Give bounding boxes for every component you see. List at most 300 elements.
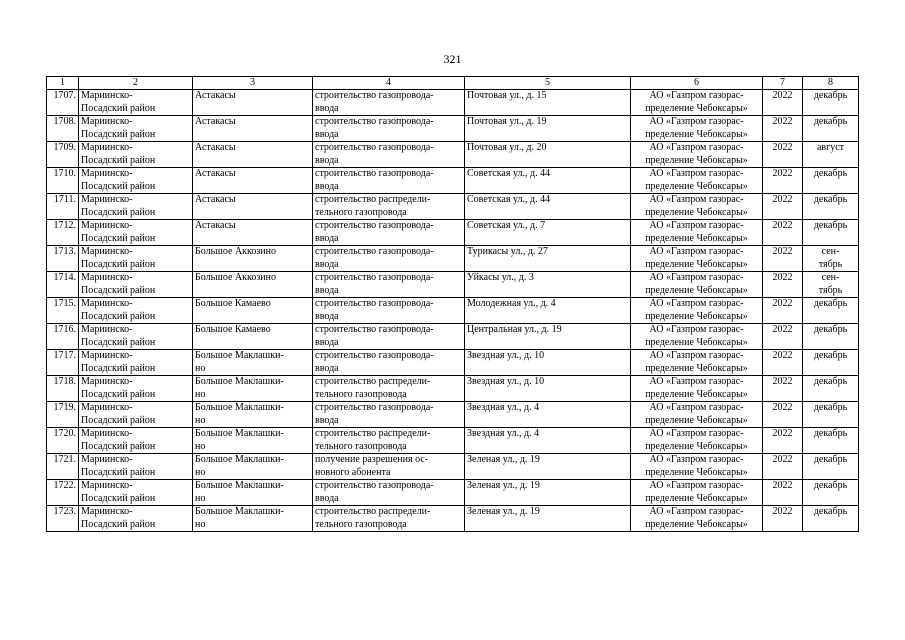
table-row xyxy=(47,220,859,246)
table-row xyxy=(47,116,859,142)
work-type-cell-line: строительство газопровода- xyxy=(315,298,434,309)
work-type-cell xyxy=(313,116,465,142)
address-cell: Почтовая ул., д. 19 xyxy=(465,116,631,142)
address-cell: Почтовая ул., д. 20 xyxy=(465,142,631,168)
organization-cell xyxy=(631,194,763,220)
table-row xyxy=(47,90,859,116)
work-type-cell-line: ввода xyxy=(315,232,339,244)
organization-cell xyxy=(631,376,763,402)
table-row xyxy=(47,480,859,506)
month-cell xyxy=(803,402,859,428)
district-cell-line: Посадский район xyxy=(81,102,156,114)
table-row xyxy=(47,402,859,428)
locality-cell xyxy=(193,272,313,298)
locality-cell-line: Большое Камаево xyxy=(195,324,271,335)
table-row xyxy=(47,298,859,324)
district-cell-line: Мариинско- xyxy=(81,116,133,127)
header-cell: 2 xyxy=(79,77,193,90)
month-cell-line: декабрь xyxy=(813,116,848,127)
month-cell-line: декабрь xyxy=(813,168,848,179)
locality-cell xyxy=(193,246,313,272)
organization-cell-line: АО «Газпром газорас- xyxy=(649,376,744,387)
month-cell xyxy=(803,480,859,506)
district-cell-line: Посадский район xyxy=(81,206,156,218)
month-cell xyxy=(803,350,859,376)
organization-cell xyxy=(631,90,763,116)
district-cell xyxy=(79,506,193,532)
work-type-cell-line: ввода xyxy=(315,154,339,166)
organization-cell xyxy=(631,480,763,506)
month-cell xyxy=(803,194,859,220)
organization-cell xyxy=(631,116,763,142)
month-cell-line: сен- xyxy=(821,246,840,257)
month-cell-line: декабрь xyxy=(813,428,848,439)
work-type-cell-line: строительство газопровода- xyxy=(315,402,434,413)
address-cell: Советская ул., д. 44 xyxy=(465,168,631,194)
district-cell-line: Посадский район xyxy=(81,154,156,166)
row-number: 1721. xyxy=(47,454,79,480)
work-type-cell-line: ввода xyxy=(315,336,339,348)
work-type-cell-line: тельного газопровода xyxy=(315,206,407,218)
month-cell-line: декабрь xyxy=(813,506,848,517)
row-number: 1709. xyxy=(47,142,79,168)
district-cell-line: Мариинско- xyxy=(81,194,133,205)
locality-cell-line: Большое Маклашки- xyxy=(195,402,284,413)
address-cell: Молодежная ул., д. 4 xyxy=(465,298,631,324)
district-cell xyxy=(79,454,193,480)
table-row xyxy=(47,428,859,454)
district-cell-line: Посадский район xyxy=(81,492,156,504)
locality-cell xyxy=(193,116,313,142)
district-cell xyxy=(79,246,193,272)
work-type-cell-line: строительство газопровода- xyxy=(315,90,434,101)
address-cell: Почтовая ул., д. 15 xyxy=(465,90,631,116)
district-cell-line: Мариинско- xyxy=(81,324,133,335)
month-cell xyxy=(803,428,859,454)
header-cell: 6 xyxy=(631,77,763,90)
table-row xyxy=(47,506,859,532)
work-type-cell-line: ввода xyxy=(315,102,339,114)
locality-cell xyxy=(193,402,313,428)
organization-cell xyxy=(631,272,763,298)
organization-cell xyxy=(631,142,763,168)
year-cell: 2022 xyxy=(763,246,803,272)
month-cell-line: декабрь xyxy=(813,350,848,361)
address-cell: Зеленая ул., д. 19 xyxy=(465,480,631,506)
table-row xyxy=(47,324,859,350)
locality-cell-line: Большое Камаево xyxy=(195,298,271,309)
address-cell: Уйкасы ул., д. 3 xyxy=(465,272,631,298)
organization-cell xyxy=(631,220,763,246)
year-cell: 2022 xyxy=(763,350,803,376)
district-cell-line: Посадский район xyxy=(81,128,156,140)
month-cell xyxy=(803,454,859,480)
locality-cell-line: Астакасы xyxy=(195,90,236,101)
work-type-cell xyxy=(313,298,465,324)
month-cell-line: сен- xyxy=(821,272,840,283)
work-type-cell-line: ввода xyxy=(315,362,339,374)
district-cell xyxy=(79,376,193,402)
organization-cell-line: пределение Чебоксары» xyxy=(645,310,748,322)
locality-cell xyxy=(193,90,313,116)
row-number: 1710. xyxy=(47,168,79,194)
district-cell xyxy=(79,116,193,142)
organization-cell-line: АО «Газпром газорас- xyxy=(649,402,744,413)
district-cell-line: Посадский район xyxy=(81,388,156,400)
district-cell xyxy=(79,428,193,454)
year-cell: 2022 xyxy=(763,324,803,350)
address-cell: Звездная ул., д. 10 xyxy=(465,376,631,402)
table-row xyxy=(47,350,859,376)
locality-cell-line: Большое Маклашки- xyxy=(195,454,284,465)
row-number: 1717. xyxy=(47,350,79,376)
organization-cell-line: пределение Чебоксары» xyxy=(645,154,748,166)
district-cell-line: Мариинско- xyxy=(81,480,133,491)
locality-cell-line: но xyxy=(195,414,206,426)
work-type-cell xyxy=(313,272,465,298)
organization-cell-line: АО «Газпром газорас- xyxy=(649,454,744,465)
year-cell: 2022 xyxy=(763,506,803,532)
work-type-cell xyxy=(313,454,465,480)
organization-cell-line: пределение Чебоксары» xyxy=(645,102,748,114)
work-type-cell-line: ввода xyxy=(315,492,339,504)
header-cell: 8 xyxy=(803,77,859,90)
district-cell-line: Посадский район xyxy=(81,336,156,348)
month-cell-line: декабрь xyxy=(813,324,848,335)
locality-cell-line: Астакасы xyxy=(195,194,236,205)
district-cell-line: Мариинско- xyxy=(81,350,133,361)
locality-cell xyxy=(193,298,313,324)
month-cell-line: тябрь xyxy=(818,258,843,270)
work-type-cell-line: строительство газопровода- xyxy=(315,350,434,361)
work-type-cell xyxy=(313,376,465,402)
organization-cell-line: АО «Газпром газорас- xyxy=(649,116,744,127)
header-row xyxy=(47,77,859,90)
organization-cell-line: АО «Газпром газорас- xyxy=(649,246,744,257)
district-cell xyxy=(79,350,193,376)
organization-cell-line: АО «Газпром газорас- xyxy=(649,324,744,335)
locality-cell xyxy=(193,454,313,480)
district-cell-line: Мариинско- xyxy=(81,90,133,101)
district-cell-line: Посадский район xyxy=(81,414,156,426)
table-row xyxy=(47,454,859,480)
row-number: 1707. xyxy=(47,90,79,116)
organization-cell-line: пределение Чебоксары» xyxy=(645,232,748,244)
locality-cell-line: Большое Маклашки- xyxy=(195,480,284,491)
work-type-cell xyxy=(313,480,465,506)
district-cell-line: Посадский район xyxy=(81,466,156,478)
address-cell: Центральная ул., д. 19 xyxy=(465,324,631,350)
row-number: 1713. xyxy=(47,246,79,272)
work-type-cell-line: строительство газопровода- xyxy=(315,142,434,153)
organization-cell-line: АО «Газпром газорас- xyxy=(649,194,744,205)
organization-cell-line: АО «Газпром газорас- xyxy=(649,220,744,231)
organization-cell-line: пределение Чебоксары» xyxy=(645,388,748,400)
locality-cell-line: Большое Аккозино xyxy=(195,272,277,283)
month-cell-line: тябрь xyxy=(818,284,843,296)
year-cell: 2022 xyxy=(763,194,803,220)
organization-cell-line: АО «Газпром газорас- xyxy=(649,298,744,309)
month-cell-line: декабрь xyxy=(813,454,848,465)
district-cell xyxy=(79,194,193,220)
organization-cell-line: пределение Чебоксары» xyxy=(645,362,748,374)
organization-cell-line: АО «Газпром газорас- xyxy=(649,480,744,491)
locality-cell xyxy=(193,194,313,220)
organization-cell-line: пределение Чебоксары» xyxy=(645,414,748,426)
locality-cell xyxy=(193,324,313,350)
organization-cell-line: АО «Газпром газорас- xyxy=(649,272,744,283)
district-cell xyxy=(79,480,193,506)
work-type-cell-line: ввода xyxy=(315,180,339,192)
locality-cell xyxy=(193,220,313,246)
organization-cell xyxy=(631,168,763,194)
year-cell: 2022 xyxy=(763,142,803,168)
work-type-cell-line: тельного газопровода xyxy=(315,388,407,400)
month-cell-line: декабрь xyxy=(813,298,848,309)
work-type-cell-line: ввода xyxy=(315,310,339,322)
organization-cell-line: пределение Чебоксары» xyxy=(645,206,748,218)
work-type-cell xyxy=(313,194,465,220)
registry-table xyxy=(46,76,859,532)
month-cell xyxy=(803,376,859,402)
district-cell-line: Посадский район xyxy=(81,440,156,452)
organization-cell xyxy=(631,298,763,324)
locality-cell-line: но xyxy=(195,362,206,374)
work-type-cell xyxy=(313,506,465,532)
work-type-cell-line: ввода xyxy=(315,128,339,140)
month-cell-line: декабрь xyxy=(813,376,848,387)
district-cell-line: Мариинско- xyxy=(81,272,133,283)
work-type-cell-line: получение разрешения ос- xyxy=(315,454,429,465)
organization-cell-line: АО «Газпром газорас- xyxy=(649,350,744,361)
month-cell xyxy=(803,506,859,532)
month-cell-line: декабрь xyxy=(813,220,848,231)
header-cell: 7 xyxy=(763,77,803,90)
year-cell: 2022 xyxy=(763,220,803,246)
district-cell-line: Посадский район xyxy=(81,284,156,296)
address-cell: Турикасы ул., д. 27 xyxy=(465,246,631,272)
organization-cell-line: АО «Газпром газорас- xyxy=(649,506,744,517)
address-cell: Звездная ул., д. 4 xyxy=(465,428,631,454)
year-cell: 2022 xyxy=(763,376,803,402)
district-cell xyxy=(79,142,193,168)
header-cell: 3 xyxy=(193,77,313,90)
address-cell: Советская ул., д. 44 xyxy=(465,194,631,220)
locality-cell-line: Большое Маклашки- xyxy=(195,350,284,361)
organization-cell-line: пределение Чебоксары» xyxy=(645,180,748,192)
page-number: 321 xyxy=(443,52,462,66)
work-type-cell xyxy=(313,220,465,246)
district-cell-line: Посадский район xyxy=(81,310,156,322)
row-number: 1715. xyxy=(47,298,79,324)
locality-cell xyxy=(193,480,313,506)
address-cell: Звездная ул., д. 10 xyxy=(465,350,631,376)
district-cell xyxy=(79,324,193,350)
locality-cell-line: Астакасы xyxy=(195,168,236,179)
locality-cell-line: Большое Маклашки- xyxy=(195,506,284,517)
organization-cell-line: пределение Чебоксары» xyxy=(645,518,748,530)
work-type-cell-line: строительство газопровода- xyxy=(315,220,434,231)
work-type-cell-line: строительство распредели- xyxy=(315,194,431,205)
work-type-cell xyxy=(313,350,465,376)
work-type-cell xyxy=(313,90,465,116)
locality-cell xyxy=(193,168,313,194)
organization-cell-line: пределение Чебоксары» xyxy=(645,466,748,478)
organization-cell-line: пределение Чебоксары» xyxy=(645,128,748,140)
district-cell xyxy=(79,168,193,194)
work-type-cell-line: строительство распредели- xyxy=(315,506,431,517)
district-cell-line: Мариинско- xyxy=(81,246,133,257)
district-cell-line: Посадский район xyxy=(81,258,156,270)
month-cell xyxy=(803,298,859,324)
district-cell-line: Посадский район xyxy=(81,518,156,530)
work-type-cell xyxy=(313,402,465,428)
locality-cell-line: но xyxy=(195,440,206,452)
month-cell xyxy=(803,142,859,168)
organization-cell xyxy=(631,402,763,428)
district-cell xyxy=(79,272,193,298)
work-type-cell-line: тельного газопровода xyxy=(315,440,407,452)
locality-cell xyxy=(193,506,313,532)
year-cell: 2022 xyxy=(763,402,803,428)
district-cell-line: Мариинско- xyxy=(81,428,133,439)
work-type-cell-line: строительство распредели- xyxy=(315,376,431,387)
district-cell xyxy=(79,298,193,324)
locality-cell-line: но xyxy=(195,388,206,400)
month-cell-line: август xyxy=(816,142,845,153)
district-cell-line: Мариинско- xyxy=(81,454,133,465)
work-type-cell xyxy=(313,246,465,272)
month-cell-line: декабрь xyxy=(813,194,848,205)
month-cell xyxy=(803,168,859,194)
year-cell: 2022 xyxy=(763,116,803,142)
month-cell xyxy=(803,90,859,116)
year-cell: 2022 xyxy=(763,428,803,454)
organization-cell xyxy=(631,324,763,350)
district-cell-line: Мариинско- xyxy=(81,376,133,387)
work-type-cell xyxy=(313,428,465,454)
address-cell: Советская ул., д. 7 xyxy=(465,220,631,246)
work-type-cell xyxy=(313,142,465,168)
work-type-cell-line: новного абонента xyxy=(315,466,391,478)
year-cell: 2022 xyxy=(763,480,803,506)
table-row xyxy=(47,246,859,272)
work-type-cell-line: строительство газопровода- xyxy=(315,480,434,491)
organization-cell-line: АО «Газпром газорас- xyxy=(649,428,744,439)
district-cell-line: Мариинско- xyxy=(81,142,133,153)
row-number: 1711. xyxy=(47,194,79,220)
address-cell: Зеленая ул., д. 19 xyxy=(465,506,631,532)
work-type-cell-line: строительство газопровода- xyxy=(315,116,434,127)
work-type-cell xyxy=(313,324,465,350)
organization-cell xyxy=(631,350,763,376)
district-cell-line: Посадский район xyxy=(81,362,156,374)
organization-cell-line: АО «Газпром газорас- xyxy=(649,168,744,179)
year-cell: 2022 xyxy=(763,298,803,324)
locality-cell-line: Астакасы xyxy=(195,142,236,153)
month-cell xyxy=(803,272,859,298)
table-row xyxy=(47,376,859,402)
table-row xyxy=(47,168,859,194)
district-cell-line: Мариинско- xyxy=(81,168,133,179)
locality-cell-line: но xyxy=(195,492,206,504)
table-row xyxy=(47,142,859,168)
row-number: 1723. xyxy=(47,506,79,532)
work-type-cell-line: ввода xyxy=(315,258,339,270)
month-cell-line: декабрь xyxy=(813,90,848,101)
work-type-cell-line: тельного газопровода xyxy=(315,518,407,530)
organization-cell-line: пределение Чебоксары» xyxy=(645,440,748,452)
organization-cell-line: АО «Газпром газорас- xyxy=(649,90,744,101)
district-cell xyxy=(79,90,193,116)
address-cell: Звездная ул., д. 4 xyxy=(465,402,631,428)
organization-cell xyxy=(631,506,763,532)
district-cell-line: Мариинско- xyxy=(81,506,133,517)
district-cell-line: Мариинско- xyxy=(81,298,133,309)
locality-cell-line: Большое Аккозино xyxy=(195,246,277,257)
locality-cell xyxy=(193,350,313,376)
district-cell xyxy=(79,220,193,246)
work-type-cell xyxy=(313,168,465,194)
month-cell xyxy=(803,220,859,246)
organization-cell xyxy=(631,246,763,272)
row-number: 1712. xyxy=(47,220,79,246)
locality-cell xyxy=(193,142,313,168)
row-number: 1722. xyxy=(47,480,79,506)
locality-cell xyxy=(193,428,313,454)
organization-cell-line: пределение Чебоксары» xyxy=(645,336,748,348)
organization-cell-line: пределение Чебоксары» xyxy=(645,284,748,296)
district-cell-line: Мариинско- xyxy=(81,402,133,413)
locality-cell-line: Большое Маклашки- xyxy=(195,376,284,387)
district-cell-line: Посадский район xyxy=(81,180,156,192)
month-cell xyxy=(803,246,859,272)
address-cell: Зеленая ул., д. 19 xyxy=(465,454,631,480)
row-number: 1719. xyxy=(47,402,79,428)
locality-cell-line: Астакасы xyxy=(195,220,236,231)
row-number: 1720. xyxy=(47,428,79,454)
row-number: 1718. xyxy=(47,376,79,402)
organization-cell xyxy=(631,428,763,454)
work-type-cell-line: строительство газопровода- xyxy=(315,272,434,283)
month-cell-line: декабрь xyxy=(813,402,848,413)
header-cell: 4 xyxy=(313,77,465,90)
organization-cell xyxy=(631,454,763,480)
organization-cell-line: пределение Чебоксары» xyxy=(645,258,748,270)
locality-cell-line: Астакасы xyxy=(195,116,236,127)
header-cell: 1 xyxy=(47,77,79,90)
work-type-cell-line: ввода xyxy=(315,414,339,426)
work-type-cell-line: строительство газопровода- xyxy=(315,246,434,257)
year-cell: 2022 xyxy=(763,90,803,116)
locality-cell-line: но xyxy=(195,518,206,530)
organization-cell-line: АО «Газпром газорас- xyxy=(649,142,744,153)
table-row xyxy=(47,272,859,298)
year-cell: 2022 xyxy=(763,454,803,480)
header-cell: 5 xyxy=(465,77,631,90)
row-number: 1708. xyxy=(47,116,79,142)
district-cell-line: Посадский район xyxy=(81,232,156,244)
year-cell: 2022 xyxy=(763,272,803,298)
month-cell-line: декабрь xyxy=(813,480,848,491)
year-cell: 2022 xyxy=(763,168,803,194)
table-row xyxy=(47,194,859,220)
work-type-cell-line: строительство газопровода- xyxy=(315,324,434,335)
work-type-cell-line: строительство газопровода- xyxy=(315,168,434,179)
district-cell xyxy=(79,402,193,428)
locality-cell xyxy=(193,376,313,402)
row-number: 1716. xyxy=(47,324,79,350)
